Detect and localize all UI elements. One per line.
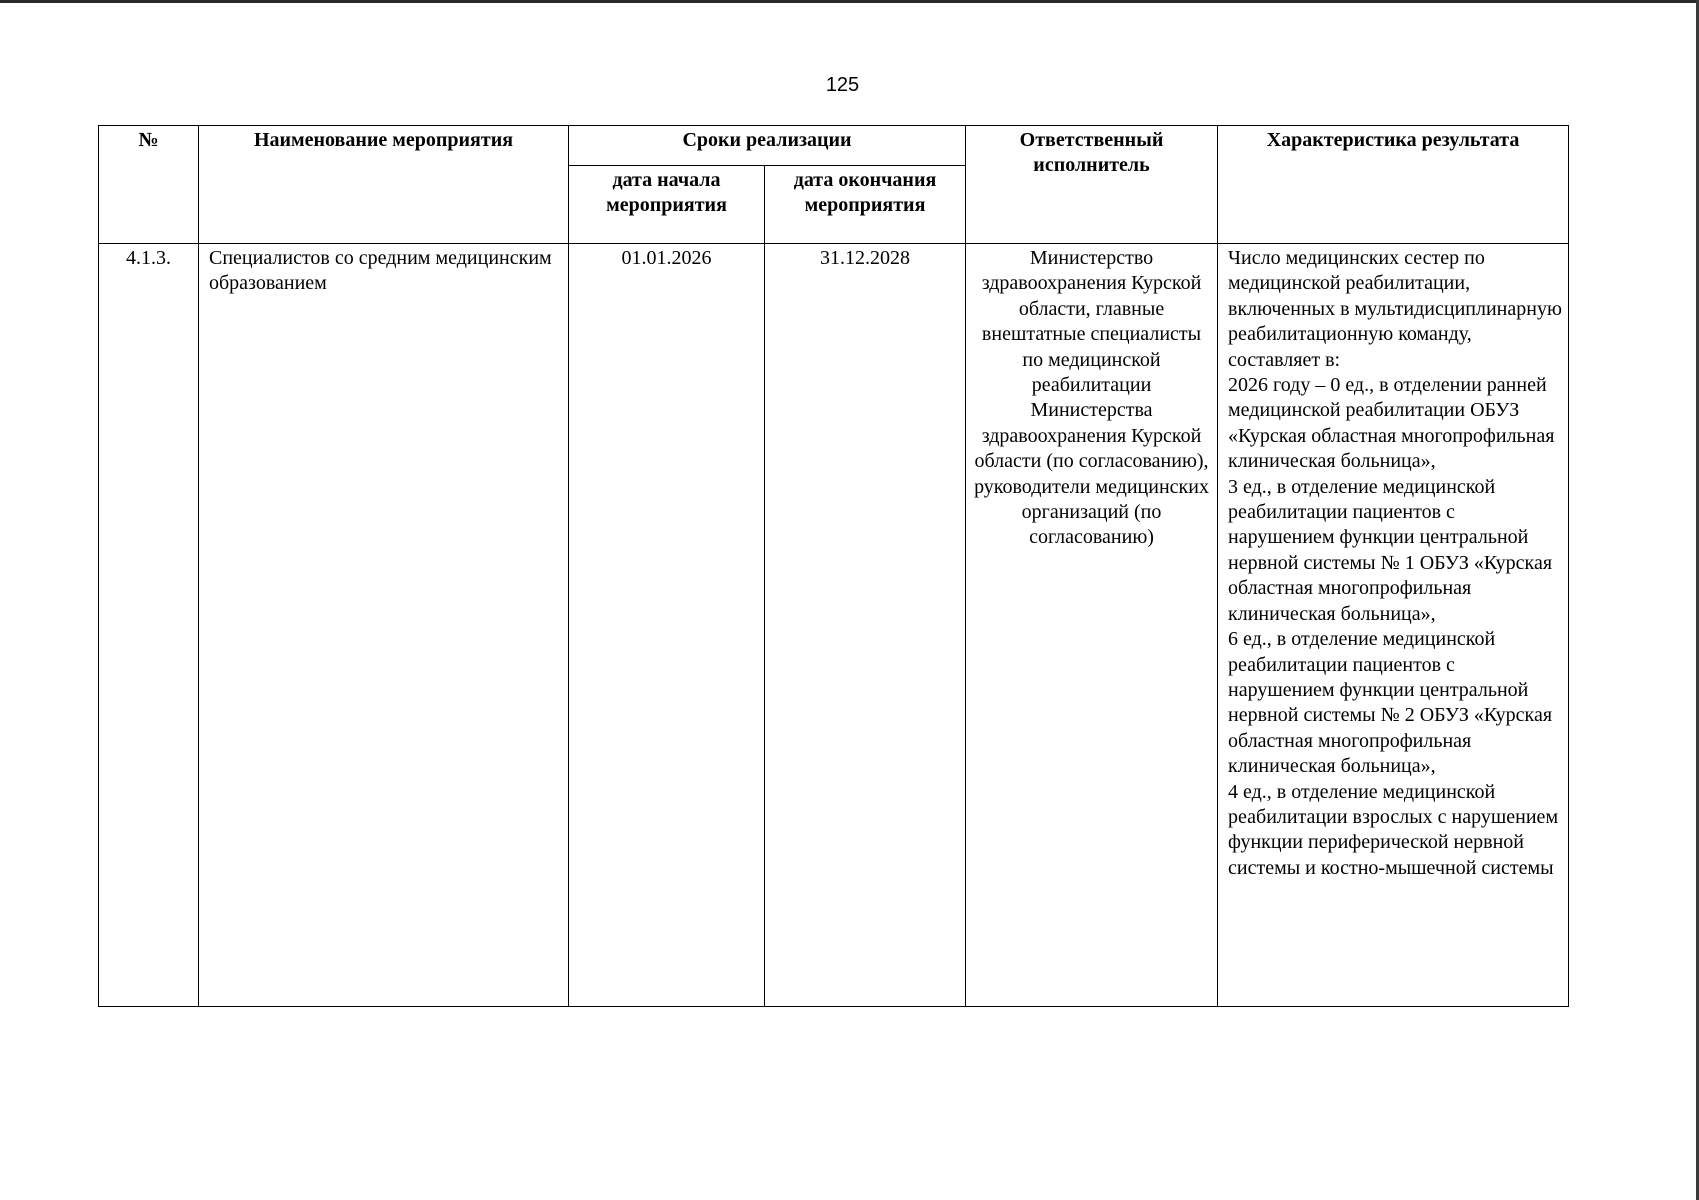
header-responsible: Ответственный исполнитель bbox=[966, 126, 1218, 244]
cell-responsible: Министерство здравоохранения Курской области, главные внештатные специалисты по медицинской реабилитации Министерства здравоохранения Курской области (по согласованию), руководители медицинских организаций (по согласованию) bbox=[966, 244, 1218, 1007]
cell-name: Специалистов со средним медицинским образованием bbox=[199, 244, 569, 1007]
header-timing: Сроки реализации bbox=[569, 126, 966, 166]
scan-edge-top bbox=[0, 0, 1699, 3]
header-name: Наименование мероприятия bbox=[199, 126, 569, 244]
header-start-date: дата начала мероприятия bbox=[569, 166, 765, 244]
activities-table bbox=[98, 125, 1569, 1007]
header-num: № bbox=[99, 126, 199, 244]
cell-num: 4.1.3. bbox=[99, 244, 199, 1007]
header-result: Характеристика результата bbox=[1218, 126, 1569, 244]
cell-start-date: 01.01.2026 bbox=[569, 244, 765, 1007]
table-row bbox=[99, 244, 1569, 1007]
header-end-date: дата окончания мероприятия bbox=[765, 166, 966, 244]
cell-end-date: 31.12.2028 bbox=[765, 244, 966, 1007]
table-header-row bbox=[99, 126, 1569, 166]
cell-result: Число медицинских сестер по медицинской реабилитации, включенных в мультидисциплинарную реабилитационную команду, составляет в: 2026 году – 0 ед., в отделении ранней медицинской реабилитации ОБУЗ «Курская областная многопрофильная клиническая больница», 3 ед., в отделение медицинской реабилитации пациентов с нарушением функции центральной нервной системы № 1 ОБУЗ «Курская областная многопрофильная клиническая больница», 6 ед., в отделение медицинской реабилитации пациентов с нарушением функции центральной нервной системы № 2 ОБУЗ «Курская областная многопрофильная клиническая больница», 4 ед., в отделение медицинской реабилитации взрослых с нарушением функции периферической нервной системы и костно-мышечной системы bbox=[1218, 244, 1569, 1007]
page-number: 125 bbox=[825, 74, 860, 96]
